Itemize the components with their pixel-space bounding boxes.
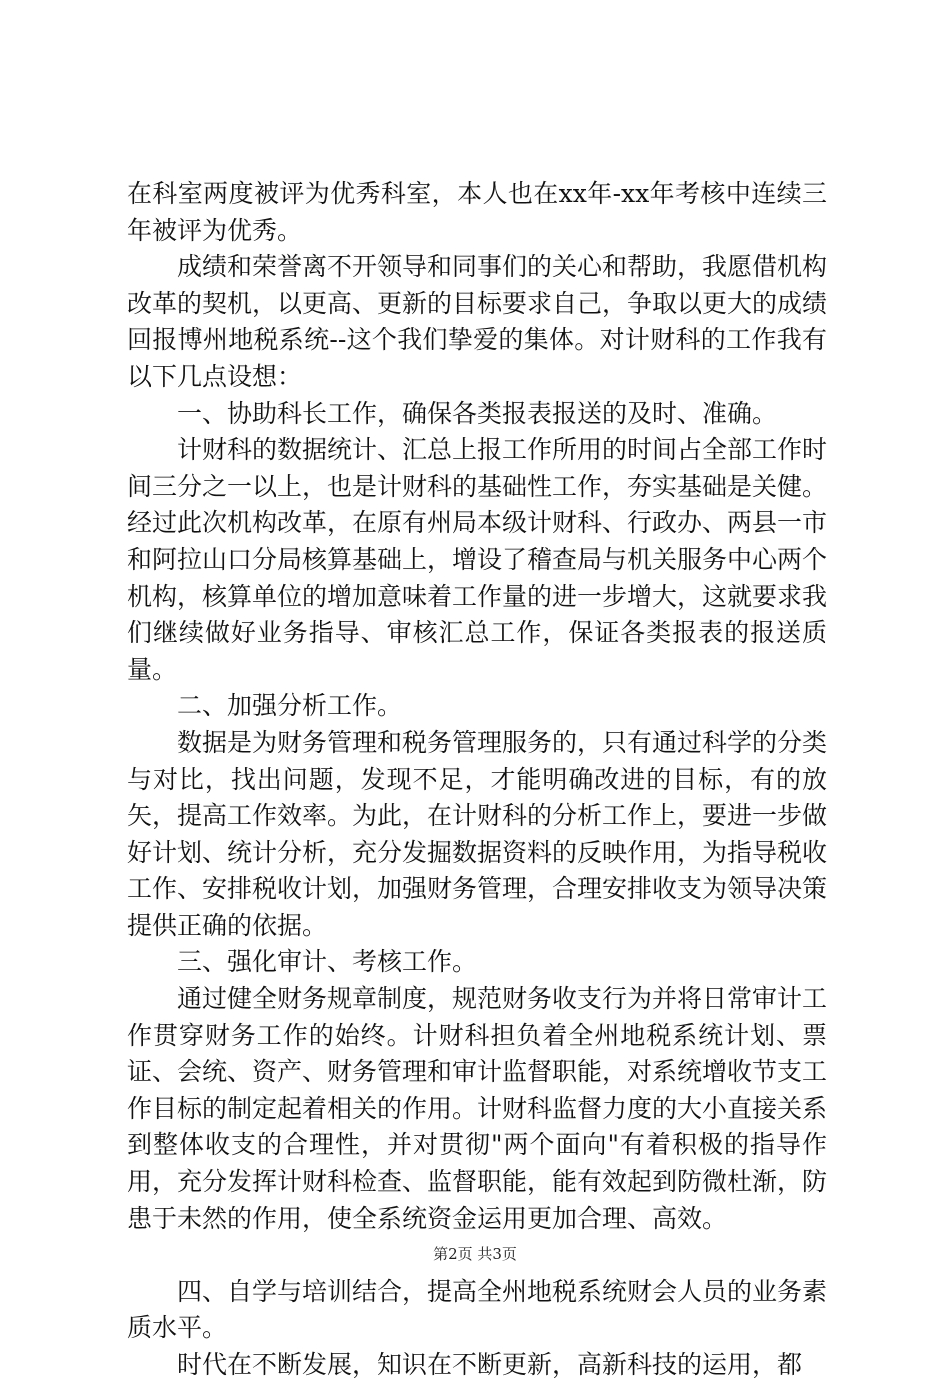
section-heading-1: 一、协助科长工作，确保各类报表报送的及时、准确。 — [177, 398, 778, 428]
paragraph: 通过健全财务规章制度，规范财务收支行为并将日常审计工作贯穿财务工作的始终。计财科担负着全州地税系统计划、票证、会统、资产、财务管理和审计监督职能，对系统增收节支工作目标的制定起着相关的作用。计财科监督力度的大小直接关系到整体收支的合理性，并对贯彻"两个面向"有着积极的指导作用，充分发挥计财科检查、监督职能，能有效起到防微杜渐，防患于未然的作用，使全系统资金运用更加合理、高效。 — [127, 984, 828, 1233]
paragraph: 数据是为财务管理和税务管理服务的，只有通过科学的分类与对比，找出问题，发现不足，才能明确改进的目标，有的放矢，提高工作效率。为此，在计财科的分析工作上，要进一步做好计划、统计分析，充分发掘数据资料的反映作用，为指导税收工作、安排税收计划，加强财务管理，合理安排收支为领导决策提供正确的依据。 — [127, 727, 828, 940]
page-number-footer: 第2页 共3页 — [433, 1245, 517, 1263]
section-heading-3: 三、强化审计、考核工作。 — [177, 947, 478, 977]
section-heading-2: 二、加强分析工作。 — [177, 691, 403, 721]
paragraph: 时代在不断发展，知识在不断更新，高新科技的运用，都 — [177, 1350, 803, 1379]
section-heading-4: 四、自学与培训结合，提高全州地税系统财会人员的业务素质水平。 — [127, 1276, 828, 1343]
paragraph-continuation: 在科室两度被评为优秀科室，本人也在xx年-xx年考核中连续三年被评为优秀。 — [127, 179, 827, 245]
paragraph: 成绩和荣誉离不开领导和同事们的关心和帮助，我愿借机构改革的契机，以更高、更新的目标要求自己，争取以更大的成绩回报博州地税系统--这个我们挚爱的集体。对计财科的工作我有以下几点设想： — [127, 252, 828, 391]
paragraph: 计财科的数据统计、汇总上报工作所用的时间占全部工作时间三分之一以上，也是计财科的基础性工作，夯实基础是关健。经过此次机构改革，在原有州局本级计财科、行政办、两县一市和阿拉山口分局核算基础上，增设了稽查局与机关服务中心两个机构，核算单位的增加意味着工作量的进一步增大，这就要求我们继续做好业务指导、审核汇总工作，保证各类报表的报送质量。 — [127, 435, 828, 684]
document-body — [127, 176, 827, 1384]
